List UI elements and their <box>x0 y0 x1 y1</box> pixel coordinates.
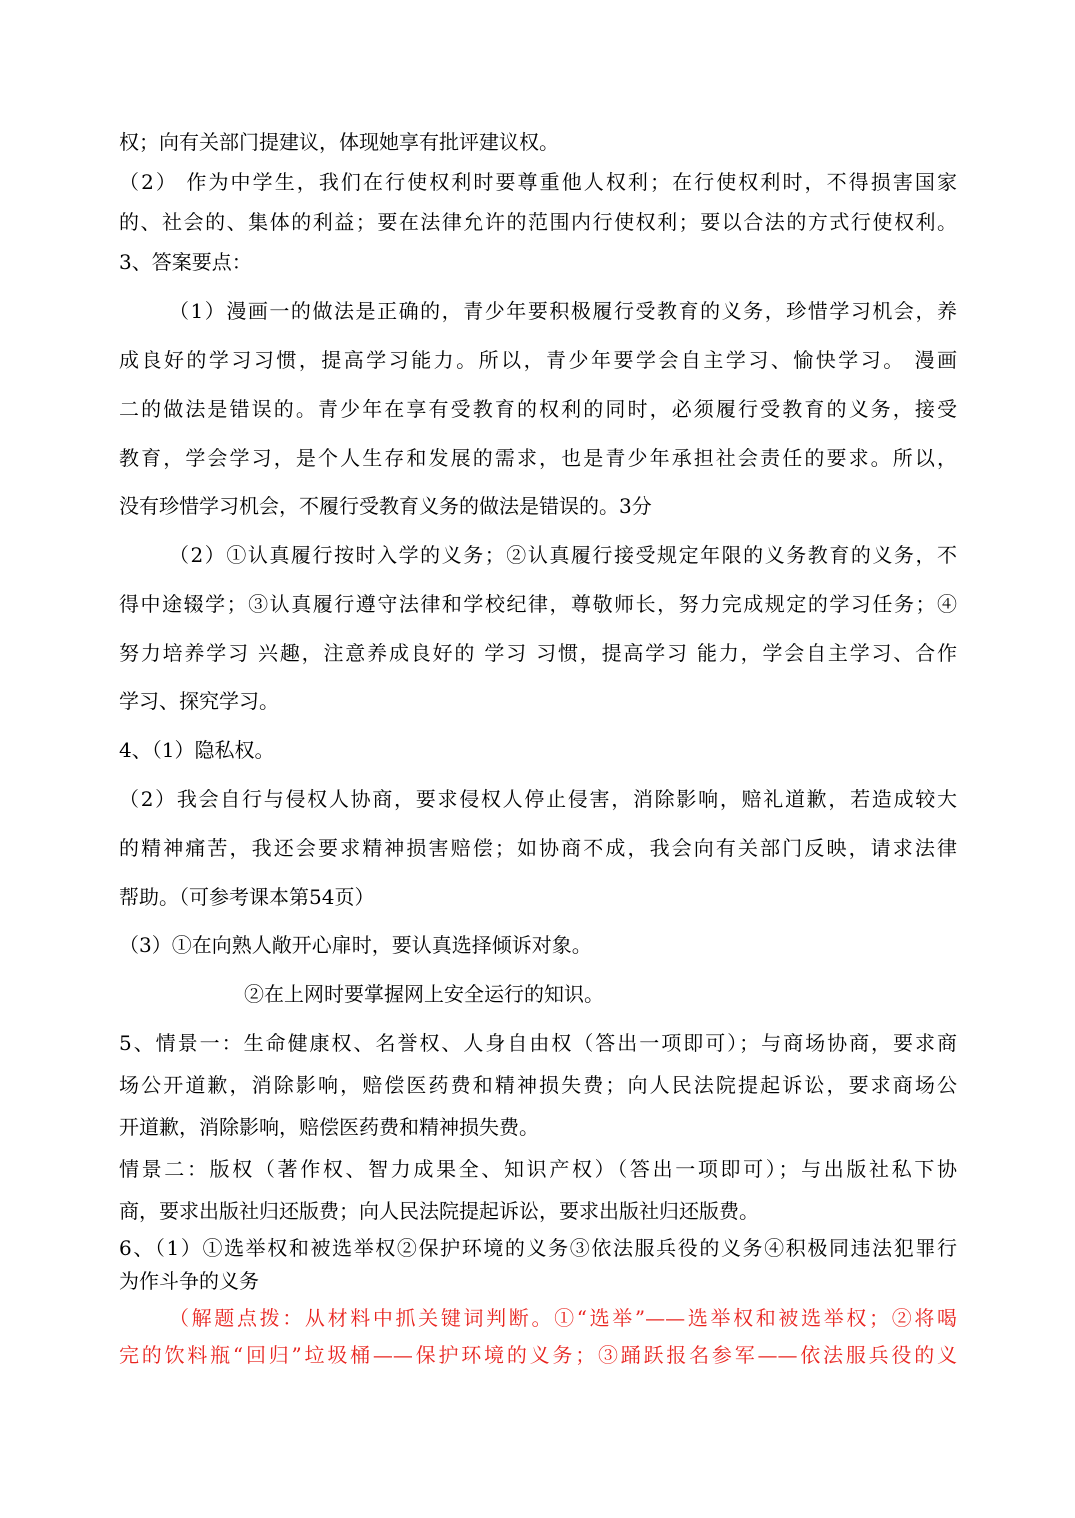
text-line: 的、社会的、集体的利益；要在法律允许的范围内行使权利；要以合法的方式行使权利。 <box>119 210 957 234</box>
section-heading: 4、（1）隐私权。 <box>119 738 275 762</box>
text-line: 学习、探究学习。 <box>119 689 279 713</box>
section-heading: 6、（1）①选举权和被选举权②保护环境的义务③依法服兵役的义务④积极同违法犯罪行 <box>119 1236 957 1260</box>
text-line: （2）①认真履行按时入学的义务；②认真履行接受规定年限的义务教育的义务，不 <box>169 543 957 567</box>
text-line: （2） 作为中学生，我们在行使权利时要尊重他人权利；在行使权利时，不得损害国家 <box>119 170 957 194</box>
text-line: （1）漫画一的做法是正确的，青少年要积极履行受教育的义务，珍惜学习机会，养 <box>169 299 957 323</box>
hint-text-line: 完的饮料瓶“回归”垃圾桶——保护环境的义务；③踊跃报名参军——依法服兵役的义 <box>119 1343 957 1367</box>
text-line: 努力培养学习 兴趣，注意养成良好的 学习 习惯，提高学习 能力，学会自主学习、合作 <box>119 641 957 665</box>
hint-text-line: （解题点拨：从材料中抓关键词判断。①“选举”——选举权和被选举权；②将喝 <box>169 1306 957 1330</box>
section-heading: 5、情景一：生命健康权、名誉权、人身自由权（答出一项即可）；与商场协商，要求商 <box>119 1031 957 1055</box>
text-line: 开道歉，消除影响，赔偿医药费和精神损失费。 <box>119 1115 539 1139</box>
text-line: 二的做法是错误的。青少年在享有受教育的权利的同时，必须履行受教育的义务，接受 <box>119 397 957 421</box>
text-line: 场公开道歉，消除影响，赔偿医药费和精神损失费；向人民法院提起诉讼，要求商场公 <box>119 1073 957 1097</box>
text-line: 商，要求出版社归还版费；向人民法院提起诉讼，要求出版社归还版费。 <box>119 1199 759 1223</box>
text-line: 得中途辍学；③认真履行遵守法律和学校纪律，尊敬师长，努力完成规定的学习任务；④ <box>119 592 957 616</box>
section-heading: 3、答案要点： <box>119 250 252 274</box>
text-line: （3）①在向熟人敞开心扉时，要认真选择倾诉对象。 <box>119 933 592 957</box>
text-line: 没有珍惜学习机会，不履行受教育义务的做法是错误的。3分 <box>119 494 652 518</box>
text-line: （2）我会自行与侵权人协商，要求侵权人停止侵害，消除影响，赔礼道歉，若造成较大 <box>119 787 957 811</box>
text-line: 教育，学会学习，是个人生存和发展的需求，也是青少年承担社会责任的要求。所以， <box>119 446 957 470</box>
text-line: 为作斗争的义务 <box>119 1269 259 1293</box>
text-line: 情景二：版权（著作权、智力成果全、知识产权）（答出一项即可）；与出版社私下协 <box>119 1157 957 1181</box>
text-line: 权；向有关部门提建议，体现她享有批评建议权。 <box>119 130 559 154</box>
text-line: ②在上网时要掌握网上安全运行的知识。 <box>244 982 604 1006</box>
text-line: 帮助。（可参考课本第54页） <box>119 885 375 909</box>
text-line: 成良好的学习习惯，提高学习能力。所以，青少年要学会自主学习、愉快学习。 漫画 <box>119 348 957 372</box>
text-line: 的精神痛苦，我还会要求精神损害赔偿；如协商不成，我会向有关部门反映，请求法律 <box>119 836 957 860</box>
